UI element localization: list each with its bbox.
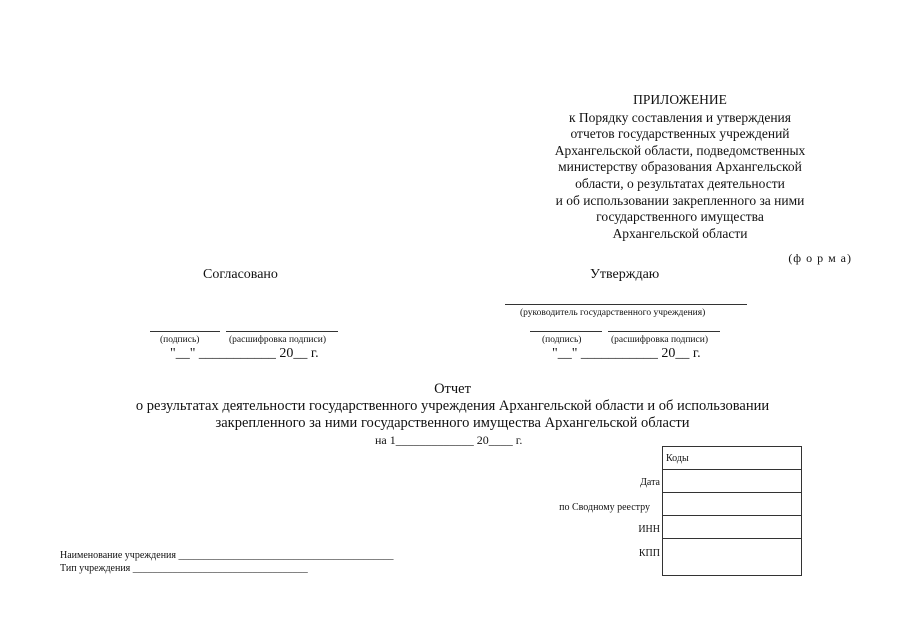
codes-table	[662, 446, 802, 576]
approve-date: "__" ___________ 20__ г.	[552, 346, 701, 361]
appendix-line: к Порядку составления и утверждения	[569, 109, 791, 125]
appendix-line: отчетов государственных учреждений	[570, 126, 790, 142]
approve-heading: Утверждаю	[590, 267, 660, 282]
head-line	[505, 304, 747, 305]
appendix-line: и об использовании закрепленного за ними	[555, 192, 805, 208]
code-cell-registry	[663, 493, 801, 516]
code-cell-kpp	[663, 539, 801, 575]
code-label-registry: по Сводному реестру	[559, 502, 650, 513]
report-title-line: закрепленного за ними государственного имущества Архангельской области	[215, 415, 690, 431]
appendix-line: министерству образования Архангельской	[558, 159, 802, 175]
appendix-block	[520, 92, 840, 242]
codes-header: Коды	[663, 447, 801, 470]
appendix-line: Архангельской области, подведомственных	[554, 142, 806, 158]
report-title-word: Отчет	[434, 381, 471, 397]
institution-type-field: Тип учреждения ___________________________________	[60, 563, 308, 574]
code-cell-date	[663, 470, 801, 493]
signature-caption: (подпись)	[160, 335, 200, 345]
head-caption: (руководитель государственного учреждения)	[520, 308, 706, 318]
agreed-date: "__" ___________ 20__ г.	[170, 346, 319, 361]
code-cell-inn	[663, 516, 801, 539]
code-label-inn: ИНН	[638, 524, 660, 535]
appendix-title: ПРИЛОЖЕНИЕ	[633, 92, 727, 107]
code-label-kpp: КПП	[638, 548, 660, 559]
report-title-line: о результатах деятельности государственного учреждения Архангельской области и об использовании	[135, 398, 770, 414]
decoding-caption: (расшифровка подписи)	[229, 335, 326, 345]
report-as-of-date: на 1_____________ 20____ г.	[375, 433, 523, 447]
appendix-line: Архангельской области	[612, 225, 748, 241]
agreed-heading: Согласовано	[203, 267, 278, 282]
form-mark: (ф о р м а)	[788, 251, 852, 265]
report-title	[100, 381, 805, 432]
decoding-line	[608, 331, 720, 332]
signature-line	[150, 331, 220, 332]
appendix-line: государственного имущества	[596, 209, 764, 225]
appendix-line: области, о результатах деятельности	[575, 175, 785, 191]
decoding-line	[226, 331, 338, 332]
institution-name-field: Наименование учреждения ___________________________________________	[60, 550, 394, 561]
signature-caption: (подпись)	[542, 335, 582, 345]
decoding-caption: (расшифровка подписи)	[611, 335, 708, 345]
code-label-date: Дата	[640, 477, 660, 488]
signature-line	[530, 331, 602, 332]
